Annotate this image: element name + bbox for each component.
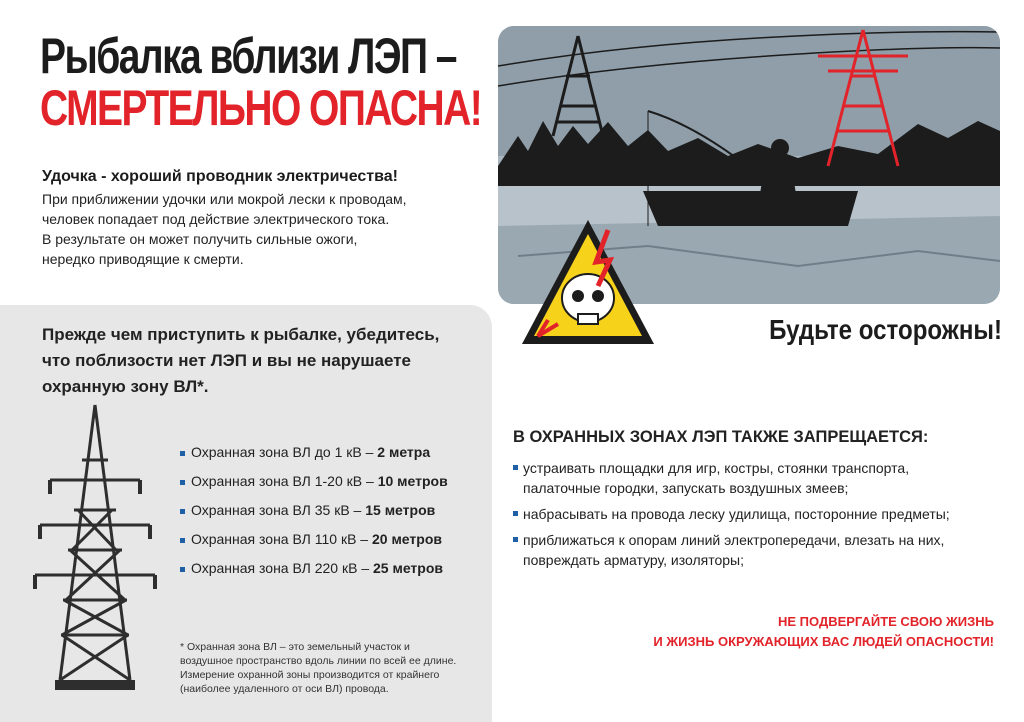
bullet-icon: [180, 480, 185, 485]
zone-text: Охранная зона ВЛ 35 кВ –: [191, 502, 366, 518]
final-warning-line: НЕ ПОДВЕРГАЙТЕ СВОЮ ЖИЗНЬ: [777, 614, 994, 629]
check-line: Прежде чем приступить к рыбалке, убедитесь,: [42, 325, 440, 344]
lead-heading: Удочка - хороший проводник электричества!: [42, 168, 398, 185]
list-item: [513, 530, 1003, 570]
bullet-icon: [513, 465, 518, 470]
forbidden-line: приближаться к опорам линий электропередачи, влезать на них,: [523, 532, 945, 548]
zone-text: Охранная зона ВЛ 110 кВ –: [191, 531, 372, 547]
lead-section: [42, 168, 482, 269]
list-item: [513, 458, 1003, 498]
bullet-icon: [513, 511, 518, 516]
zone-distance: 2 метра: [377, 444, 431, 460]
footnote-line: воздушное пространство вдоль линии по всей ее длине.: [180, 655, 457, 667]
list-item: [180, 444, 448, 473]
zone-distance: 20 метров: [371, 531, 442, 547]
bullet-icon: [180, 567, 185, 572]
forbidden-line: палаточные городки, запускать воздушных змеев;: [523, 480, 849, 496]
title-line-1: Рыбалка вблизи ЛЭП –: [40, 28, 456, 84]
lead-line: человек попадает под действие электрического тока.: [42, 211, 390, 227]
zone-text: Охранная зона ВЛ 1-20 кВ –: [191, 473, 378, 489]
forbidden-list: [513, 458, 1003, 576]
forbidden-line: повреждать арматуру, изоляторы;: [523, 552, 745, 568]
bullet-icon: [180, 451, 185, 456]
forbidden-line: устраивать площадки для игр, костры, стоянки транспорта,: [523, 460, 910, 476]
zone-text: Охранная зона ВЛ до 1 кВ –: [191, 444, 378, 460]
zone-distance: 10 метров: [377, 473, 448, 489]
zone-text: Охранная зона ВЛ 220 кВ –: [191, 560, 374, 576]
final-warning: [653, 612, 994, 652]
list-item: [180, 560, 448, 589]
lead-line: нередко приводящие к смерти.: [42, 251, 244, 267]
final-warning-line: И ЖИЗНЬ ОКРУЖАЮЩИХ ВАС ЛЮДЕЙ ОПАСНОСТИ!: [653, 634, 994, 649]
skull-warning-icon: [518, 212, 658, 352]
footnote-line: (наиболее удаленного от оси ВЛ) провода.: [180, 683, 389, 695]
title-line-2: СМЕРТЕЛЬНО ОПАСНА!: [40, 80, 482, 136]
check-line: охранную зону ВЛ*.: [42, 377, 209, 396]
footnote: [180, 640, 480, 696]
forbidden-heading: В ОХРАННЫХ ЗОНАХ ЛЭП ТАКЖЕ ЗАПРЕЩАЕТСЯ:: [513, 428, 929, 446]
list-item: [180, 502, 448, 531]
zone-distance: 25 метров: [373, 560, 444, 576]
list-item: [180, 473, 448, 502]
bullet-icon: [180, 538, 185, 543]
bullet-icon: [180, 509, 185, 514]
forbidden-line: набрасывать на провода леску удилища, посторонние предметы;: [523, 506, 950, 522]
footnote-line: * Охранная зона ВЛ – это земельный участок и: [180, 641, 410, 653]
protection-zone-list: [180, 444, 448, 589]
lead-line: При приближении удочки или мокрой лески к проводам,: [42, 191, 407, 207]
power-tower-icon: [30, 400, 160, 700]
bullet-icon: [513, 537, 518, 542]
zone-distance: 15 метров: [365, 502, 436, 518]
footnote-line: Измерение охранной зоны производится от крайнего: [180, 669, 440, 681]
lead-line: В результате он может получить сильные ожоги,: [42, 231, 358, 247]
lead-text: [42, 189, 482, 269]
page-title: [40, 30, 481, 134]
list-item: [180, 531, 448, 560]
careful-slogan: Будьте осторожны!: [769, 314, 1002, 345]
list-item: [513, 504, 1003, 524]
check-line: что поблизости нет ЛЭП и вы не нарушаете: [42, 351, 411, 370]
check-instruction: [42, 322, 482, 400]
